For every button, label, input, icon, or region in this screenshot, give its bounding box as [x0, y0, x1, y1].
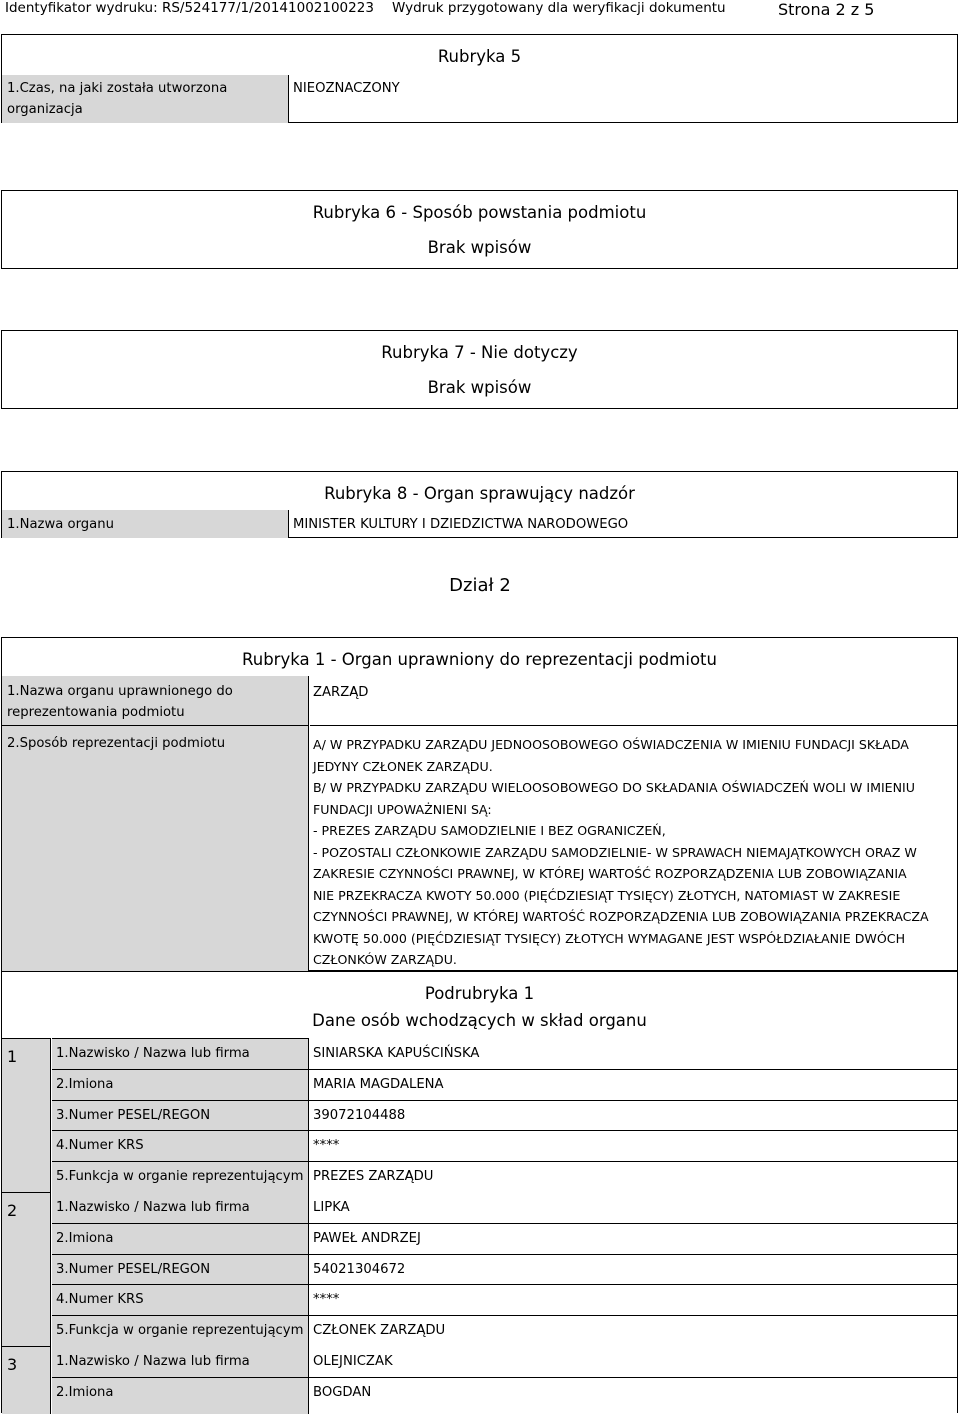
person-field-value: 39072104488: [313, 1107, 406, 1123]
representation-line: KWOTĘ 50.000 (PIĘĆDZIESIĄT TYSIĘCY) ZŁOTYCH WYMAGANE JEST WSPÓŁDZIAŁANIE DWÓCH: [313, 930, 906, 946]
person-field-label: 2.Imiona: [56, 1384, 114, 1400]
representation-line: NIE PRZEKRACZA KWOTY 50.000 (PIĘĆDZIESIĄT TYSIĘCY) ZŁOTYCH, NATOMIAST W ZAKRESIE: [313, 887, 901, 903]
person-field-value: BOGDAN: [313, 1384, 372, 1400]
rubryka-6-empty: Brak wpisów: [427, 238, 532, 257]
person-field-label: 4.Numer KRS: [56, 1292, 144, 1308]
person-field-value: CZŁONEK ZARZĄDU: [313, 1323, 446, 1339]
representation-line: FUNDACJI UPOWAŻNIENI SĄ:: [313, 801, 492, 817]
dzial-2-rubryka-1-section: [1, 637, 958, 971]
person-number: 2: [7, 1201, 18, 1220]
page-number: Strona 2 z 5: [778, 0, 875, 19]
rubryka-6-title: Rubryka 6 - Sposób powstania podmiotu: [312, 203, 647, 222]
d2r1-field1-label-line: 1.Nazwa organu uprawnionego do: [7, 684, 233, 699]
person-field-value: SINIARSKA KAPUŚCIŃSKA: [313, 1046, 480, 1061]
person-field-label: 3.Numer PESEL/REGON: [56, 1107, 211, 1123]
print-purpose: Wydruk przygotowany dla weryfikacji dokumentu: [392, 0, 726, 16]
person-field-value: OLEJNICZAK: [313, 1354, 393, 1369]
person-field-value: LIPKA: [313, 1200, 350, 1215]
rubryka-8-title: Rubryka 8 - Organ sprawujący nadzór: [324, 484, 635, 503]
representation-line: - PREZES ZARZĄDU SAMODZIELNIE I BEZ OGRANICZEŃ,: [313, 823, 666, 838]
person-field-label: 1.Nazwisko / Nazwa lub firma: [56, 1200, 250, 1215]
d2r1-label-column: [2, 676, 309, 971]
person-field-label: 2.Imiona: [56, 1230, 114, 1246]
person-number: 3: [7, 1355, 18, 1374]
rubryka-5-section: [1, 34, 958, 123]
section-title: Dział 2: [449, 575, 511, 596]
rubryka-6-section: [1, 190, 958, 269]
rubryka-8-label-cell: [2, 510, 289, 538]
rubryka-7-empty: Brak wpisów: [427, 378, 532, 397]
podrubryka-1-section: [1, 971, 958, 1413]
representation-line: ZAKRESIE CZYNNOŚCI PRAWNEJ, W KTÓREJ WARTOŚĆ ROZPORZĄDZENIA LUB ZOBOWIĄZANIA: [313, 866, 907, 881]
d2r1-field2-label: 2.Sposób reprezentacji podmiotu: [7, 736, 226, 751]
d2r1-field1-value: ZARZĄD: [313, 685, 369, 700]
representation-line: A/ W PRZYPADKU ZARZĄDU JEDNOOSOBOWEGO OŚWIADCZENIA W IMIENIU FUNDACJI SKŁADA: [313, 737, 909, 752]
person-field-label: 3.Numer PESEL/REGON: [56, 1261, 211, 1277]
person-field-value: PAWEŁ ANDRZEJ: [313, 1230, 421, 1246]
rubryka-5-label-line: 1.Czas, na jaki została utworzona: [7, 81, 228, 96]
person-field-label: 1.Nazwisko / Nazwa lub firma: [56, 1354, 250, 1369]
person-field-label: 2.Imiona: [56, 1076, 114, 1092]
representation-line: CZŁONKÓW ZARZĄDU.: [313, 952, 457, 967]
person-number: 1: [7, 1047, 18, 1066]
dzial-2-rubryka-1-title: Rubryka 1 - Organ uprawniony do reprezentacji podmiotu: [242, 650, 717, 669]
person-field-label: 4.Numer KRS: [56, 1138, 144, 1154]
representation-line: JEDYNY CZŁONEK ZARZĄDU.: [313, 758, 493, 774]
rubryka-5-label-line: organizacja: [7, 102, 83, 117]
representation-line: B/ W PRZYPADKU ZARZĄDU WIELOOSOBOWEGO DO SKŁADANIA OŚWIADCZEŃ WOLI W IMIENIU: [313, 780, 915, 795]
podrubryka-title: Podrubryka 1: [424, 984, 535, 1003]
d2r1-field2-text: [313, 734, 929, 971]
rubryka-7-title: Rubryka 7 - Nie dotyczy: [381, 343, 578, 362]
person-field-label: 5.Funkcja w organie reprezentującym: [56, 1323, 304, 1339]
print-id: Identyfikator wydruku: RS/524177/1/20141002100223: [5, 0, 374, 16]
person-field-label: 5.Funkcja w organie reprezentującym: [56, 1169, 304, 1185]
rubryka-7-section: [1, 330, 958, 409]
rubryka-5-value: NIEOZNACZONY: [293, 81, 400, 96]
rubryka-8-value: MINISTER KULTURY I DZIEDZICTWA NARODOWEGO: [293, 517, 629, 532]
representation-line: - POZOSTALI CZŁONKOWIE ZARZĄDU SAMODZIELNIE- W SPRAWACH NIEMAJĄTKOWYCH ORAZ W: [313, 844, 917, 860]
rubryka-5-label-cell: [2, 75, 289, 123]
rubryka-5-title: Rubryka 5: [437, 47, 522, 66]
person-field-value: ****: [313, 1138, 340, 1154]
person-field-value: MARIA MAGDALENA: [313, 1076, 444, 1092]
person-field-value: PREZES ZARZĄDU: [313, 1169, 434, 1185]
person-field-value: ****: [313, 1292, 340, 1308]
d2r1-field1-label-line: reprezentowania podmiotu: [7, 705, 185, 720]
representation-line: CZYNNOŚCI PRAWNEJ, W KTÓREJ WARTOŚĆ ROZPORZĄDZENIA LUB ZOBOWIĄZANIA PRZEKRACZA: [313, 909, 929, 924]
podrubryka-subtitle: Dane osób wchodzących w skład organu: [312, 1011, 647, 1030]
person-field-value: 54021304672: [313, 1261, 406, 1277]
rubryka-8-label: 1.Nazwa organu: [7, 517, 114, 532]
person-number-column: [2, 1038, 51, 1414]
rubryka-8-section: [1, 471, 958, 538]
person-field-label: 1.Nazwisko / Nazwa lub firma: [56, 1046, 250, 1061]
